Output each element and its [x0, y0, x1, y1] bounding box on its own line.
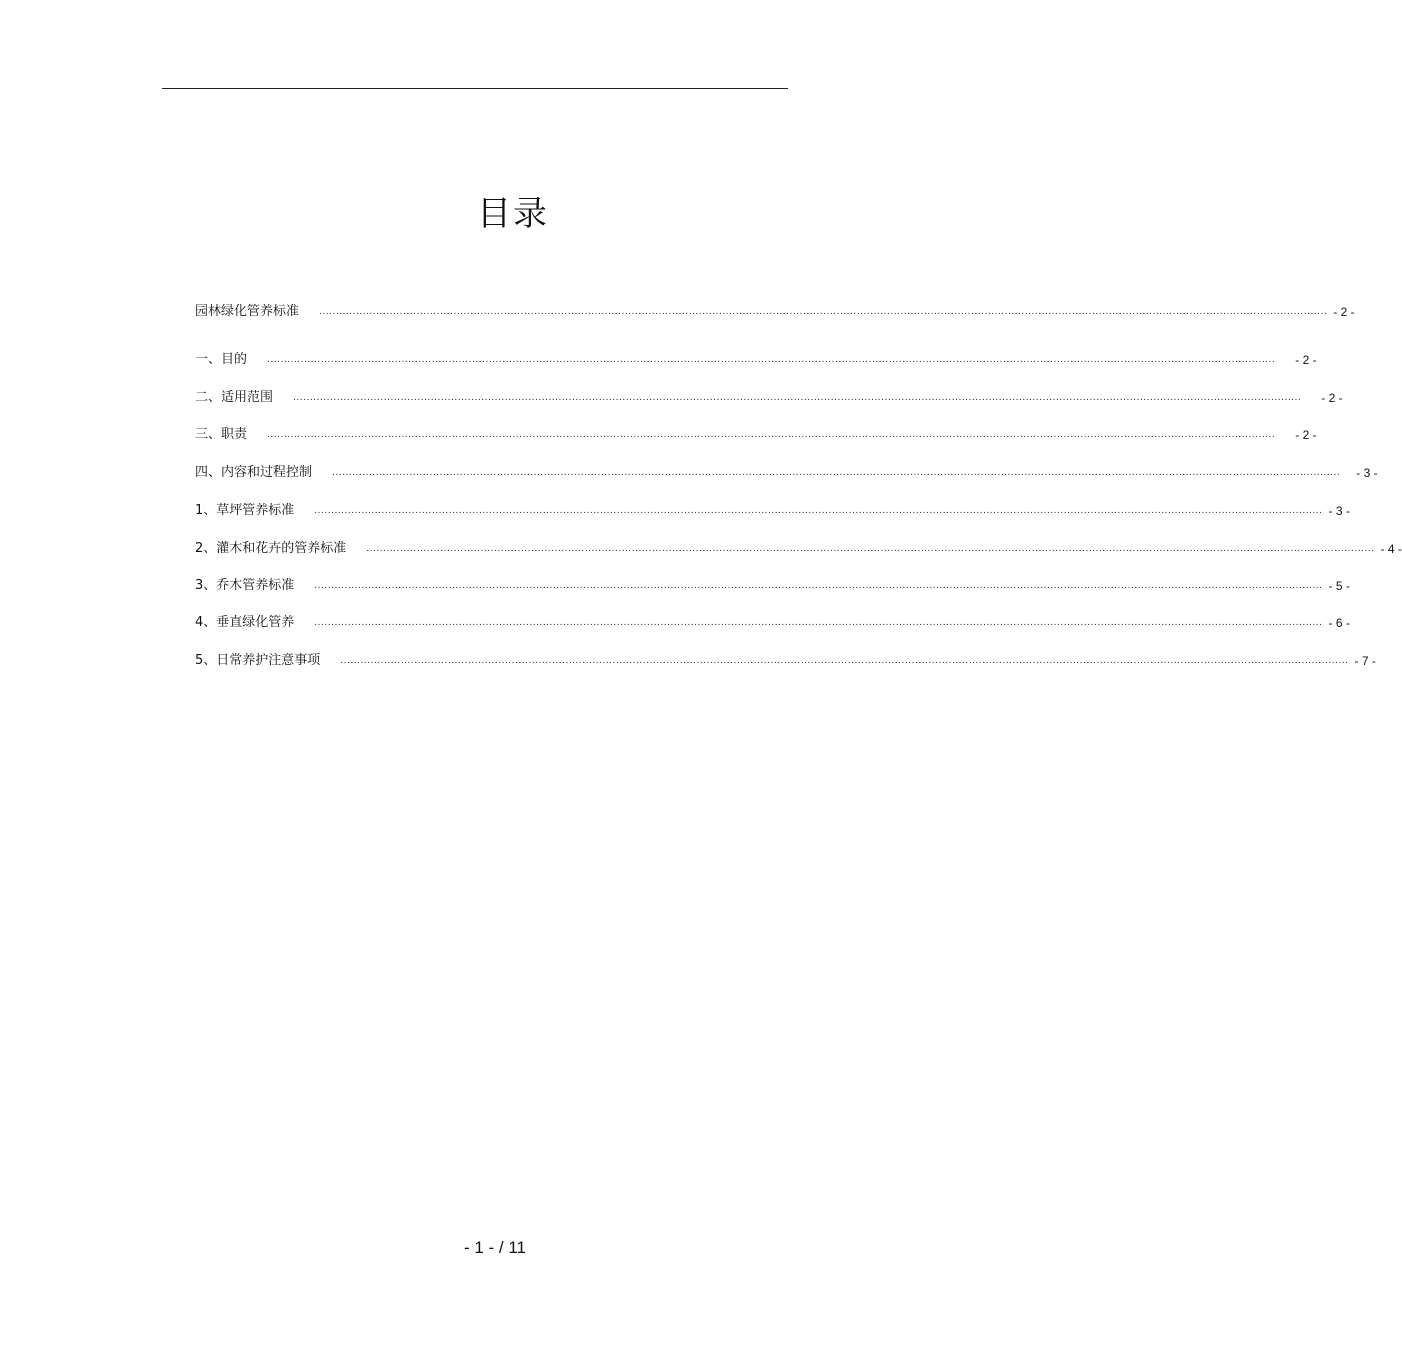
- page-title: 目录: [477, 194, 549, 234]
- toc-leader-dots: ............................................................................................................................................................................................................................................................................................................: [340, 656, 1349, 666]
- toc-page-number: - 5 -: [1328, 579, 1350, 593]
- toc-label: 1、草坪管养标准: [195, 503, 295, 518]
- toc-item-purpose[interactable]: [195, 348, 1317, 368]
- toc-leader-dots: ............................................................................................................................................................................................................................................................................................................: [319, 307, 1328, 317]
- toc-page-number: - 3 -: [1328, 504, 1350, 518]
- toc-item-lawn[interactable]: [195, 499, 1350, 519]
- toc-item-content-control[interactable]: [195, 461, 1378, 481]
- toc-item-vertical-greening[interactable]: [195, 611, 1350, 631]
- header-rule: [162, 88, 788, 89]
- toc-item-garden-standard[interactable]: [195, 300, 1355, 320]
- toc-item-scope[interactable]: [195, 386, 1343, 406]
- toc-leader-dots: ............................................................................................................................................................................................................................................................................................................: [314, 506, 1323, 516]
- toc-label: 3、乔木管养标准: [195, 578, 295, 593]
- toc-label: 四、内容和过程控制: [195, 465, 313, 480]
- toc-page-number: - 2 -: [1321, 391, 1343, 405]
- toc-label: 三、职责: [195, 427, 248, 442]
- toc-leader-dots: ............................................................................................................................................................................................................................................................................................................: [293, 393, 1302, 403]
- toc-item-trees[interactable]: [195, 574, 1350, 594]
- toc-page-number: - 4 -: [1380, 542, 1402, 556]
- toc-item-duties[interactable]: [195, 423, 1317, 443]
- toc-page-number: - 6 -: [1328, 616, 1350, 630]
- toc-label: 2、灌木和花卉的管养标准: [195, 541, 347, 556]
- toc-leader-dots: ............................................................................................................................................................................................................................................................................................................: [267, 430, 1276, 440]
- toc-page-number: - 2 -: [1333, 305, 1355, 319]
- toc-item-daily-care[interactable]: [195, 649, 1376, 669]
- toc-leader-dots: ............................................................................................................................................................................................................................................................................................................: [366, 544, 1375, 554]
- toc-page-number: - 3 -: [1356, 466, 1378, 480]
- toc-label: 一、目的: [195, 352, 248, 367]
- toc-page-number: - 7 -: [1354, 654, 1376, 668]
- toc-label: 4、垂直绿化管养: [195, 615, 295, 630]
- toc-leader-dots: ............................................................................................................................................................................................................................................................................................................: [267, 355, 1276, 365]
- toc-leader-dots: ............................................................................................................................................................................................................................................................................................................: [314, 581, 1323, 591]
- footer-page-number: - 1 - / 11: [463, 1238, 527, 1257]
- toc-item-shrubs-flowers[interactable]: [195, 537, 1402, 557]
- toc-page-number: - 2 -: [1295, 353, 1317, 367]
- toc-page-number: - 2 -: [1295, 428, 1317, 442]
- toc-label: 5、日常养护注意事项: [195, 653, 321, 668]
- toc-leader-dots: ............................................................................................................................................................................................................................................................................................................: [332, 468, 1341, 478]
- toc-label: 二、适用范围: [195, 390, 274, 405]
- toc-label: 园林绿化管养标准: [195, 304, 300, 319]
- toc-leader-dots: ............................................................................................................................................................................................................................................................................................................: [314, 618, 1323, 628]
